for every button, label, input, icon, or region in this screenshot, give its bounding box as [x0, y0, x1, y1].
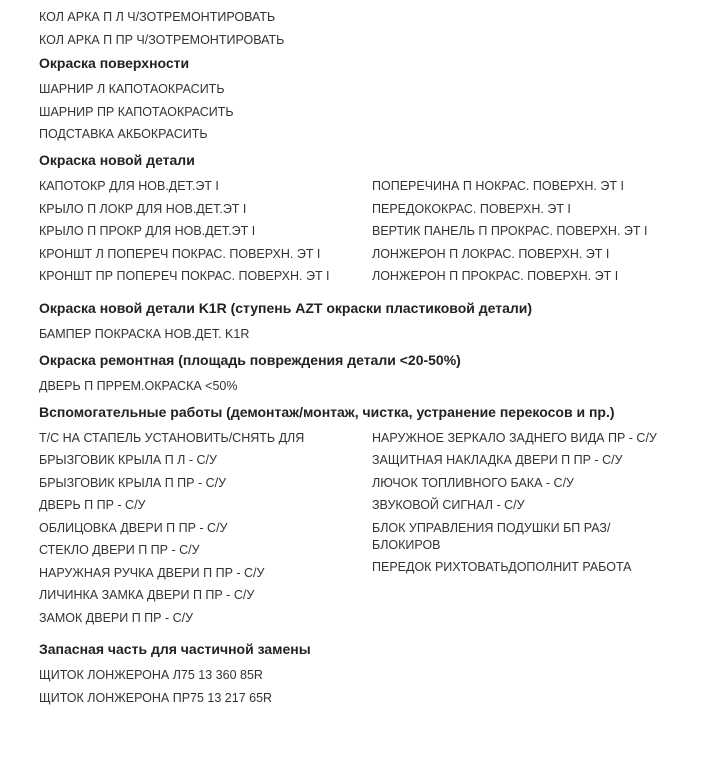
section-heading-repair: Окраска ремонтная (площадь повреждения детали <20-50%): [39, 351, 461, 368]
k1r-items: [39, 326, 689, 343]
list-item: НАРУЖНОЕ ЗЕРКАЛО ЗАДНЕГО ВИДА ПР - С/У: [372, 430, 657, 445]
aux-columns: [39, 430, 689, 633]
list-item: ЩИТОК ЛОНЖЕРОНА Л75 13 360 85R: [39, 668, 263, 682]
list-item: ЗАМОК ДВЕРИ П ПР - С/У: [39, 610, 194, 625]
list-item: ЩИТОК ЛОНЖЕРОНА ПР75 13 217 65R: [39, 690, 273, 705]
list-item: СТЕКЛО ДВЕРИ П ПР - С/У: [39, 543, 200, 557]
list-item: КРОНШТ ПР ПОПЕРЕЧ ПОКРАС. ПОВЕРХН. ЭТ I: [39, 269, 330, 283]
list-item: БЛОК УПРАВЛЕНИЯ ПОДУШКИ БП РАЗ/БЛОКИРОВ: [372, 520, 611, 552]
list-item: ДВЕРЬ П ПРРЕМ.ОКРАСКА <50%: [39, 378, 238, 393]
list-item: ПЕРЕДОК РИХТОВАТЬДОПОЛНИТ РАБОТА: [372, 560, 632, 574]
list-item: БРЫЗГОВИК КРЫЛА П Л - С/У: [39, 453, 217, 467]
parts-items: [39, 667, 689, 707]
list-item: ПОДСТАВКА АКБОКРАСИТЬ: [39, 127, 208, 141]
list-item: КОЛ АРКА П Л Ч/ЗОТРЕМОНТИРОВАТЬ: [39, 10, 276, 24]
list-item: ОБЛИЦОВКА ДВЕРИ П ПР - С/У: [39, 520, 228, 535]
list-item: ЛОНЖЕРОН П ЛОКРАС. ПОВЕРХН. ЭТ I: [372, 246, 610, 261]
section-heading-parts: Запасная часть для частичной замены: [39, 641, 311, 657]
list-item: ДВЕРЬ П ПР - С/У: [39, 498, 146, 512]
aux-left-column: [39, 430, 372, 633]
new-part-columns: [39, 178, 689, 291]
list-item: ВЕРТИК ПАНЕЛЬ П ПРОКРАС. ПОВЕРХН. ЭТ I: [372, 224, 648, 238]
list-item: НАРУЖНАЯ РУЧКА ДВЕРИ П ПР - С/У: [39, 565, 265, 580]
list-item: ЗВУКОВОЙ СИГНАЛ - С/У: [372, 498, 525, 512]
list-item: Т/С НА СТАПЕЛЬ УСТАНОВИТЬ/СНЯТЬ ДЛЯ: [39, 430, 305, 445]
section-heading-aux: Вспомогательные работы (демонтаж/монтаж, чистка, устранение перекосов и пр.): [39, 403, 615, 420]
section-heading-k1r: Окраска новой детали K1R (ступень AZT окраски пластиковой детали): [39, 299, 533, 316]
list-item: БАМПЕР ПОКРАСКА НОВ.ДЕТ. K1R: [39, 326, 250, 341]
list-item: КРОНШТ Л ПОПЕРЕЧ ПОКРАС. ПОВЕРХН. ЭТ I: [39, 246, 321, 261]
list-item: БРЫЗГОВИК КРЫЛА П ПР - С/У: [39, 475, 227, 490]
top-items: [39, 9, 689, 49]
list-item: ШАРНИР Л КАПОТАОКРАСИТЬ: [39, 82, 225, 96]
aux-right-column: [372, 430, 672, 633]
list-item: КРЫЛО П ЛОКР ДЛЯ НОВ.ДЕТ.ЭТ I: [39, 201, 247, 216]
list-item: ПЕРЕДОКОКРАС. ПОВЕРХН. ЭТ I: [372, 201, 571, 216]
list-item: ПОПЕРЕЧИНА П НОКРАС. ПОВЕРХН. ЭТ I: [372, 179, 624, 193]
section-heading-surface: Окраска поверхности: [39, 55, 190, 71]
list-item: КАПОТОКР ДЛЯ НОВ.ДЕТ.ЭТ I: [39, 179, 219, 193]
repair-items: [39, 378, 689, 395]
list-item: ЛЮЧОК ТОПЛИВНОГО БАКА - С/У: [372, 475, 574, 490]
new-part-left-column: [39, 178, 372, 291]
list-item: КОЛ АРКА П ПР Ч/ЗОТРЕМОНТИРОВАТЬ: [39, 32, 285, 47]
surface-items: [39, 81, 689, 143]
list-item: ЗАЩИТНАЯ НАКЛАДКА ДВЕРИ П ПР - С/У: [372, 453, 623, 467]
list-item: КРЫЛО П ПРОКР ДЛЯ НОВ.ДЕТ.ЭТ I: [39, 224, 256, 238]
list-item: ЛОНЖЕРОН П ПРОКРАС. ПОВЕРХН. ЭТ I: [372, 269, 619, 283]
section-heading-new-part: Окраска новой детали: [39, 152, 195, 168]
new-part-right-column: [372, 178, 672, 291]
list-item: ЛИЧИНКА ЗАМКА ДВЕРИ П ПР - С/У: [39, 588, 255, 602]
list-item: ШАРНИР ПР КАПОТАОКРАСИТЬ: [39, 104, 234, 119]
